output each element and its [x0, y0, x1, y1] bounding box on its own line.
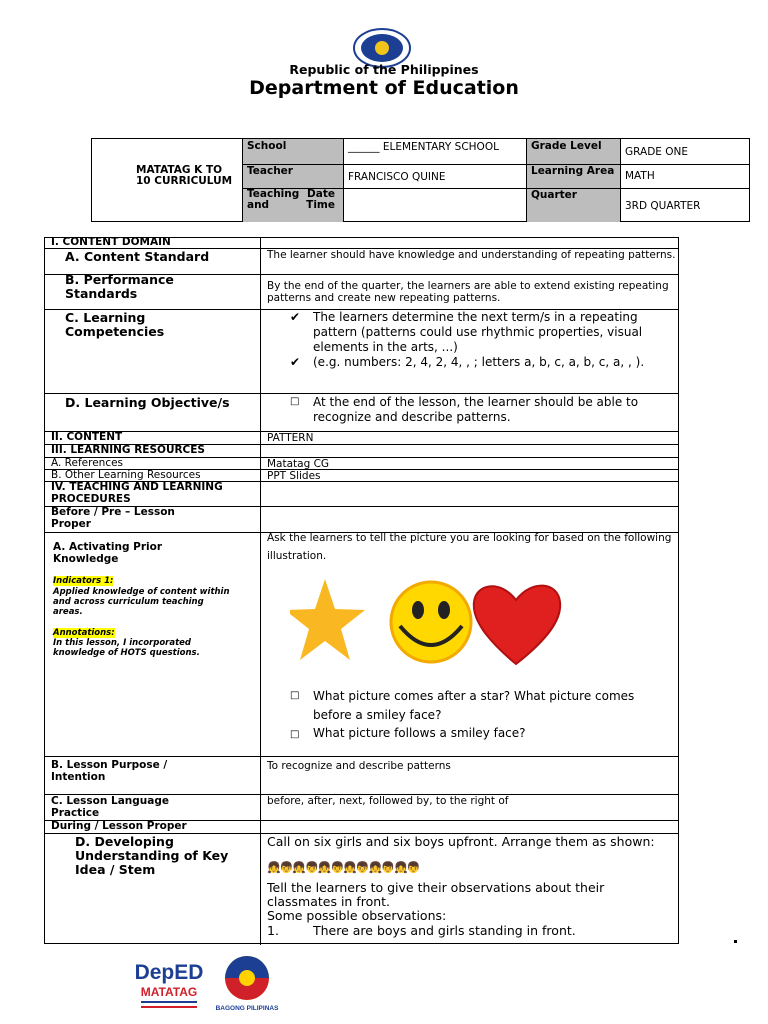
other-resources-label: B. Other Learning Resources	[51, 469, 201, 481]
objective-text: At the end of the lesson, the learner should be able to recognize and describe patterns.	[313, 395, 639, 424]
content-label: II. CONTENT	[51, 431, 123, 443]
language-label: C. Lesson Language Practice	[51, 795, 169, 819]
smiley-face-icon	[391, 582, 471, 662]
lesson-plan-table	[44, 237, 679, 944]
box-bullet-icon: □	[290, 396, 300, 407]
observation-number: 1.	[267, 923, 279, 938]
question-1: What picture comes after a star? What picture comes before a smiley face?	[313, 689, 635, 722]
page-dot	[734, 940, 737, 943]
performance-standards-text: By the end of the quarter, the learners are able to extend existing repeating patterns and create new repeating patterns.	[267, 280, 669, 304]
quarter-value: 3RD QUARTER	[625, 200, 701, 212]
developing-text-2: Tell the learners to give their observations about their classmates in front.	[267, 880, 605, 909]
date-label: Teaching Date and Time	[247, 188, 335, 211]
area-label: Learning Area	[531, 165, 615, 177]
check-icon: ✔	[290, 355, 301, 369]
learning-objectives-label: D. Learning Objective/s	[65, 395, 230, 410]
info-table	[91, 138, 750, 222]
deped-matatag-logo	[133, 955, 205, 1013]
content-standard-text: The learner should have knowledge and understanding of repeating patterns.	[267, 249, 676, 261]
learning-competencies-label: C. Learning Competencies	[65, 310, 165, 339]
purpose-label: B. Lesson Purpose / Intention	[51, 759, 168, 783]
observation-1: There are boys and girls standing in front.	[313, 923, 576, 938]
bagong-pilipinas-text: BAGONG PILIPINAS	[215, 1005, 279, 1012]
developing-text-3: Some possible observations:	[267, 908, 447, 923]
during-lesson-label: During / Lesson Proper	[51, 820, 187, 832]
heart-icon	[474, 586, 560, 664]
content-value: PATTERN	[267, 432, 314, 444]
deped-logo-text: DepED	[134, 961, 204, 984]
indicators-label: Indicators 1:	[53, 576, 114, 586]
other-resources-value: PPT Slides	[267, 470, 321, 482]
area-value: MATH	[625, 170, 655, 182]
activating-text: Ask the learners to tell the picture you are looking for based on the following illustration.	[267, 532, 672, 562]
question-2: What picture follows a smiley face?	[313, 726, 526, 740]
bagong-pilipinas-logo	[214, 952, 280, 1014]
content-standard-label: A. Content Standard	[65, 249, 210, 264]
learning-resources-label: III. LEARNING RESOURCES	[51, 444, 205, 456]
pattern-illustration	[290, 574, 620, 674]
annotations-label: Annotations:	[53, 628, 115, 638]
school-value: ______ ELEMENTARY SCHOOL	[348, 141, 499, 153]
competency-2: (e.g. numbers: 2, 4, 2, 4, , ; letters a, b, c, a, b, c, a, , ).	[313, 355, 645, 369]
box-bullet-icon: □	[290, 690, 300, 701]
activating-label: A. Activating Prior Knowledge	[53, 541, 162, 565]
star-icon	[290, 579, 365, 660]
references-label: A. References	[51, 457, 124, 469]
before-lesson-label: Before / Pre – Lesson Proper	[51, 506, 175, 530]
developing-text-1: Call on six girls and six boys upfront. Arrange them as shown:	[267, 834, 655, 849]
department-heading: Department of Education	[249, 77, 519, 99]
content-domain-label: I. CONTENT DOMAIN	[51, 236, 171, 248]
competency-1: The learners determine the next term/s in a repeating pattern (patterns could use rhythmic properties, visual elements in the arts, ...)	[313, 310, 643, 354]
performance-standards-label: B. Performance Standards	[65, 272, 174, 301]
grade-label: Grade Level	[531, 140, 602, 152]
republic-heading: Republic of the Philippines	[289, 62, 479, 77]
curriculum-label: MATATAG K TO 10 CURRICULUM	[136, 164, 233, 187]
purpose-value: To recognize and describe patterns	[267, 760, 451, 772]
teacher-value: FRANCISCO QUINE	[348, 171, 446, 183]
box-bullet-icon: □	[290, 729, 300, 740]
grade-value: GRADE ONE	[625, 146, 688, 158]
date-value	[344, 189, 526, 193]
language-value: before, after, next, followed by, to the right of	[267, 795, 509, 807]
check-icon: ✔	[290, 310, 301, 324]
references-value: Matatag CG	[267, 458, 330, 470]
indicators-text: Applied knowledge of content within and across curriculum teaching areas.	[53, 587, 230, 617]
developing-label: D. Developing Understanding of Key Idea / Stem	[75, 834, 229, 877]
children-row-icon: 👧👦👧👦👧👦👧👦👧👦👧👦	[267, 861, 420, 874]
annotations-text: In this lesson, I incorporated knowledge of HOTS questions.	[53, 638, 200, 658]
school-label: School	[247, 140, 287, 152]
teacher-label: Teacher	[247, 165, 293, 177]
procedures-label: IV. TEACHING AND LEARNING PROCEDURES	[51, 481, 223, 505]
quarter-label: Quarter	[531, 189, 577, 201]
matatag-logo-text: MATATAG	[140, 985, 198, 999]
